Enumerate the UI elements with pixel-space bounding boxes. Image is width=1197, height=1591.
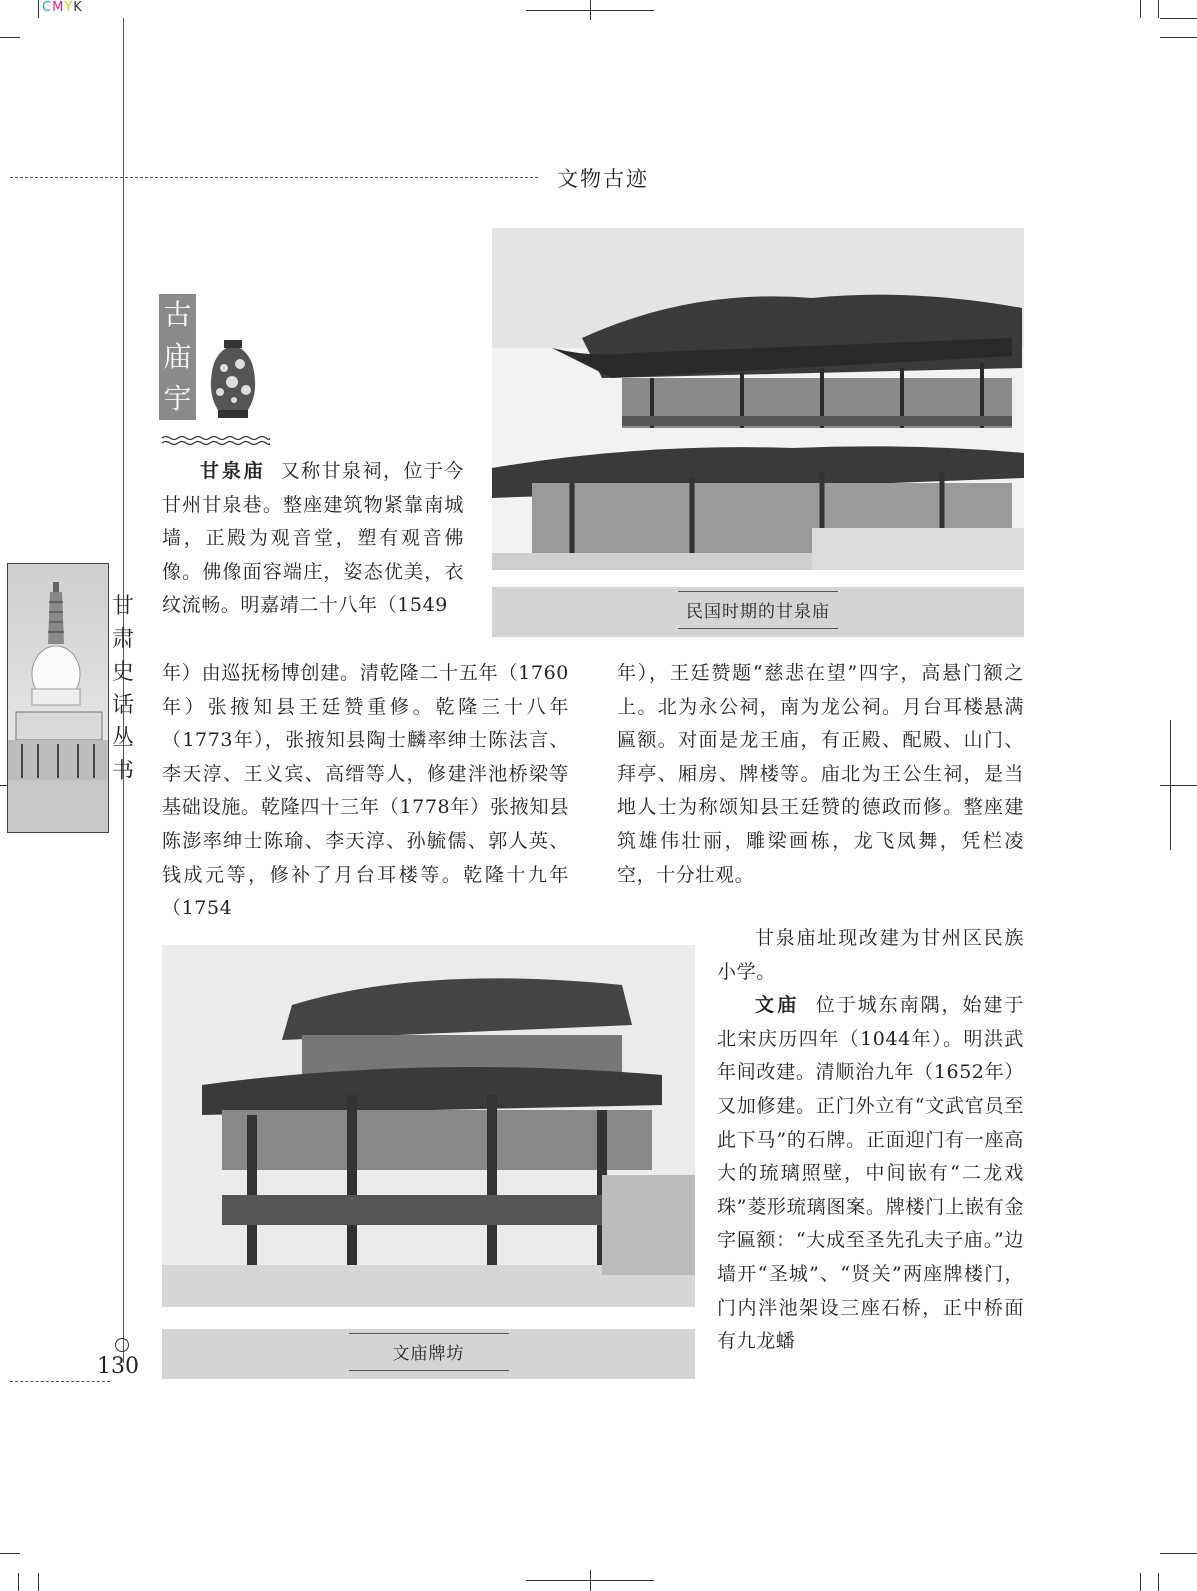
caption-rule — [678, 628, 838, 629]
crop-mark — [1158, 0, 1159, 18]
crop-mark — [1158, 1573, 1159, 1591]
crop-mark — [38, 0, 39, 18]
text-column-left-wide — [162, 657, 569, 926]
footer-dashed-rule — [10, 1381, 110, 1382]
registration-mark — [590, 1570, 591, 1591]
crop-mark — [38, 1573, 39, 1591]
paragraph-text: 甘泉庙址现改建为甘州区民族小学。 — [717, 927, 1024, 983]
caption-rule — [349, 1333, 509, 1334]
header-dashed-rule — [10, 177, 538, 178]
photo2-caption-box — [162, 1329, 695, 1379]
caption-rule — [349, 1370, 509, 1371]
text-column-left-narrow — [162, 455, 464, 623]
category-label: 古 庙 宇 — [159, 294, 196, 420]
crop-mark — [18, 1573, 19, 1591]
registration-mark — [1160, 785, 1197, 786]
crop-mark — [1160, 1553, 1197, 1554]
crop-mark — [1140, 1573, 1141, 1591]
crop-mark — [1160, 18, 1197, 19]
text-column-right-bottom — [717, 922, 1024, 1359]
page-number: 130 — [97, 1354, 139, 1379]
crop-mark — [1140, 0, 1141, 18]
text-column-right-top — [617, 657, 1024, 892]
cmyk-color-bar: CMYK — [42, 0, 83, 15]
entry-term-confucian-temple: 文庙 — [755, 994, 800, 1017]
paragraph-text: 位于城东南隅，始建于北宋庆历四年（1044年）。明洪武年间改建。清顺治九年（1652年）又加修建。正门外立有“文武官员至此下马”的石牌。正面迎门有一座高大的琉璃照壁，中间嵌有“二龙戏珠”菱形琉璃图案。牌楼门上嵌有金字匾额：“大成至圣先孔夫子庙。”边墙开“圣城”、“贤关”两座牌楼门，门内泮池架设三座石桥，正中桥面有九龙蟠 — [717, 994, 1024, 1353]
caption-rule — [678, 591, 838, 592]
registration-mark — [590, 0, 591, 20]
pagoda-photo — [7, 563, 109, 833]
entry-term-ganquan-temple: 甘泉庙 — [200, 460, 266, 482]
ganquan-temple-photo — [492, 228, 1024, 570]
paragraph-text: 年）由巡抚杨博创建。清乾隆二十五年（1760年）张掖知县王廷赞重修。乾隆三十八年（1773年），张掖知县陶士麟率绅士陈法言、李天淳、王义宾、高缙等人，修建泮池桥梁等基础设施。乾隆四十三年（1778年）张掖知县陈澎率绅士陈瑜、李天淳、孙毓儒、郭人英、钱成元等，修补了月台耳楼等。乾隆十九年（1754 — [162, 662, 569, 920]
paragraph-text: 年），王廷赞题“慈悲在望”四字，高悬门额之上。北为永公祠，南为龙公祠。月台耳楼悬满匾额。对面是龙王庙，有正殿、配殿、山门、拜亭、厢房、牌楼等。庙北为王公生祠，是当地人士为称颂知县王廷赞的德政而修。整座建筑雄伟壮丽，雕梁画栋，龙飞凤舞，凭栏凌空，十分壮观。 — [617, 662, 1024, 886]
photo2-caption: 文庙牌坊 — [392, 1344, 465, 1364]
paragraph-text: 又称甘泉祠，位于今甘州甘泉巷。整座建筑物紧靠南城墙，正殿为观音堂，塑有观音佛像。佛像面容端庄，姿态优美，衣纹流畅。明嘉靖二十八年（1549 — [162, 460, 464, 617]
crop-mark — [0, 1553, 20, 1554]
crop-mark — [1160, 37, 1197, 38]
page-marker-icon — [115, 1338, 129, 1352]
crop-mark — [0, 37, 20, 38]
photo1-caption: 民国时期的甘泉庙 — [686, 602, 830, 622]
wave-ornament — [162, 430, 270, 440]
vase-icon — [204, 338, 262, 422]
section-title: 文物古迹 — [557, 167, 649, 191]
photo1-caption-box — [492, 587, 1024, 637]
series-title: 甘 肃 史 话 丛 书 — [111, 594, 134, 784]
confucian-temple-archway-photo — [162, 945, 695, 1307]
